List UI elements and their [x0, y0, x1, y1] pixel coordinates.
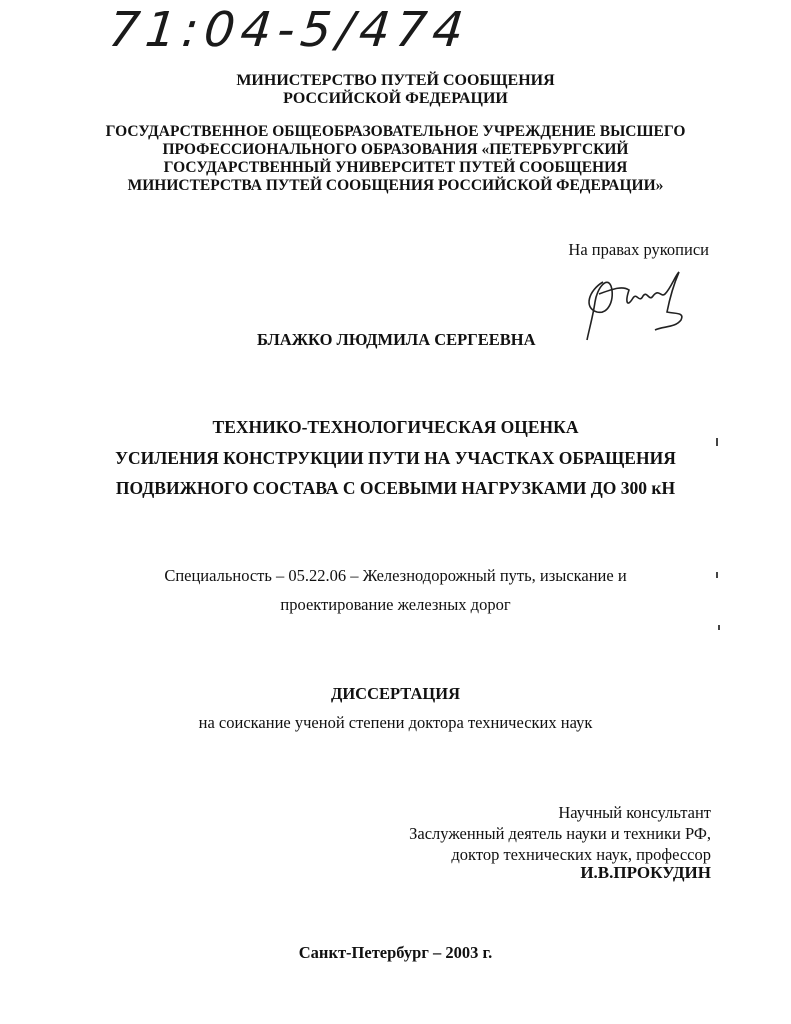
- city-year: Санкт-Петербург – 2003 г.: [298, 943, 493, 962]
- consultant-honor: Заслуженный деятель науки и техники РФ,: [409, 824, 711, 843]
- institution-line: МИНИСТЕРСТВА ПУТЕЙ СООБЩЕНИЯ РОССИЙСКОЙ ФЕДЕРАЦИИ»: [127, 177, 664, 194]
- specialty-line: Специальность – 05.22.06 – Железнодорожный путь, изыскание и: [164, 566, 627, 585]
- scan-speck: [716, 438, 718, 446]
- archive-code-handwritten: 71:04-5/474: [106, 2, 472, 58]
- institution-line: ГОСУДАРСТВЕННЫЙ УНИВЕРСИТЕТ ПУТЕЙ СООБЩЕНИЯ: [163, 159, 628, 176]
- degree-line: на соискание ученой степени доктора технических наук: [198, 713, 593, 732]
- specialty-line: проектирование железных дорог: [280, 595, 511, 614]
- consultant-name: И.В.ПРОКУДИН: [580, 863, 711, 882]
- institution-header: [0, 123, 791, 195]
- institution-line: ПРОФЕССИОНАЛЬНОГО ОБРАЗОВАНИЯ «ПЕТЕРБУРГСКИЙ: [162, 141, 629, 158]
- rights-note: На правах рукописи: [568, 240, 709, 259]
- author-name: БЛАЖКО ЛЮДМИЛА СЕРГЕЕВНА: [257, 330, 536, 349]
- consultant-label: Научный консультант: [558, 803, 711, 822]
- author-signature: [575, 268, 705, 348]
- thesis-title-line: ТЕХНИКО-ТЕХНОЛОГИЧЕСКАЯ ОЦЕНКА: [212, 417, 579, 437]
- ministry-line: МИНИСТЕРСТВО ПУТЕЙ СООБЩЕНИЯ: [236, 72, 555, 89]
- ministry-line: РОССИЙСКОЙ ФЕДЕРАЦИИ: [283, 90, 508, 107]
- work-type: ДИССЕРТАЦИЯ: [331, 684, 460, 703]
- consultant-rank: доктор технических наук, профессор: [451, 845, 711, 864]
- scan-speck: [718, 625, 720, 630]
- institution-line: ГОСУДАРСТВЕННОЕ ОБЩЕОБРАЗОВАТЕЛЬНОЕ УЧРЕЖДЕНИЕ ВЫСШЕГО: [105, 123, 686, 140]
- ministry-header: [0, 72, 791, 108]
- thesis-title-line: УСИЛЕНИЯ КОНСТРУКЦИИ ПУТИ НА УЧАСТКАХ ОБРАЩЕНИЯ: [115, 448, 676, 468]
- thesis-title-line: ПОДВИЖНОГО СОСТАВА С ОСЕВЫМИ НАГРУЗКАМИ ДО 300 кН: [115, 478, 676, 498]
